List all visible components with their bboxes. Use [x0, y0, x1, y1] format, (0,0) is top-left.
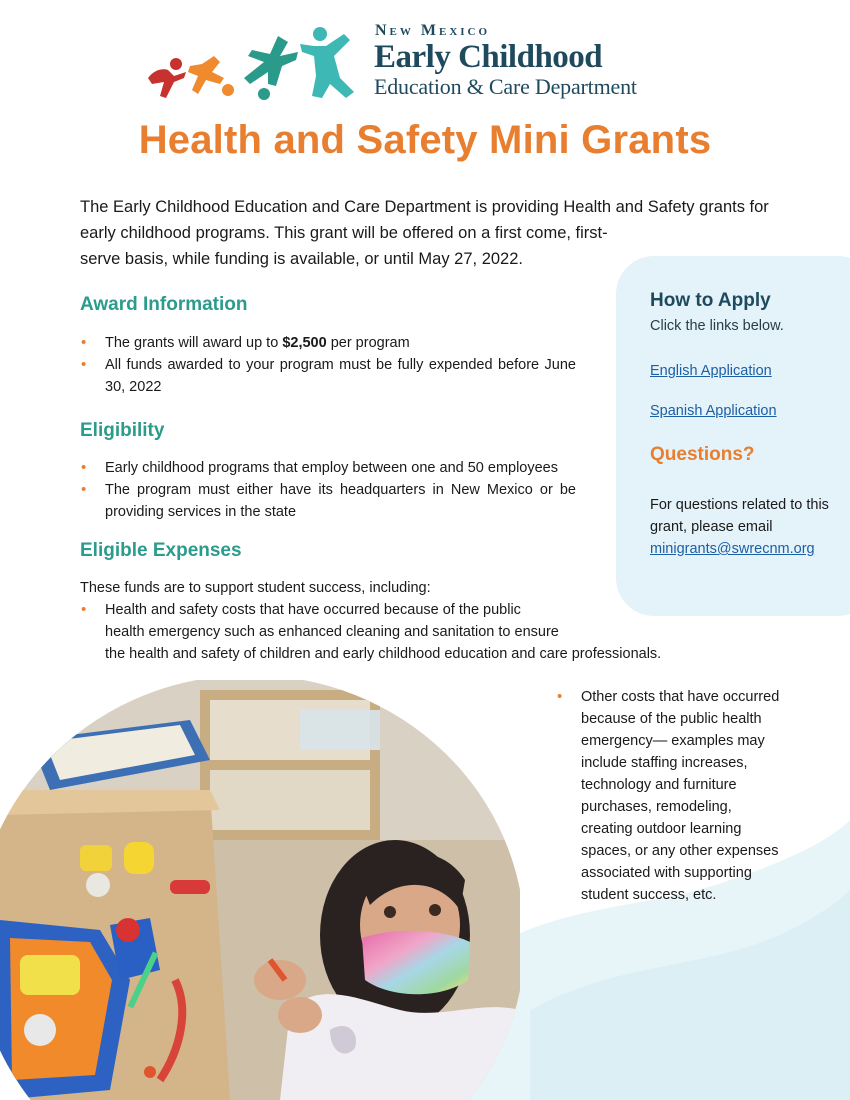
- award-information-heading: Award Information: [80, 294, 248, 315]
- list-item: • The program must either have its headquarters in New Mexico or be providing services in the state: [80, 479, 576, 523]
- eligible-expenses-heading: Eligible Expenses: [80, 540, 242, 561]
- questions-heading: Questions?: [650, 444, 755, 465]
- award-amount: $2,500: [282, 335, 327, 351]
- expenses-list: [80, 599, 720, 665]
- child-wearing-mask-photo: [0, 680, 520, 1100]
- logo-figure-teal: [244, 36, 298, 100]
- logo-early-childhood: Early Childhood: [374, 39, 603, 75]
- eligibility-heading: Eligibility: [80, 420, 165, 441]
- award-list: [80, 332, 576, 398]
- spanish-application-link[interactable]: Spanish Application: [650, 403, 777, 419]
- list-item: • The grants will award up to $2,500 per program: [80, 332, 576, 354]
- list-item: • Early childhood programs that employ between one and 50 employees: [80, 457, 576, 479]
- how-to-apply-content: [650, 290, 840, 560]
- list-item: • All funds awarded to your program must be fully expended before June 30, 2022: [80, 354, 576, 398]
- ecece-logo-figures: [140, 26, 365, 100]
- list-item: • Health and safety costs that have occurred because of the public health emergency such as enhanced cleaning and sanitation to ensure the health and safety of children and early childhood education and care professionals.: [80, 599, 720, 665]
- logo-state-name: New Mexico: [375, 22, 491, 39]
- how-to-apply-heading: How to Apply: [650, 290, 771, 311]
- logo-figure-red: [148, 58, 186, 98]
- eligibility-list: [80, 457, 576, 523]
- logo-department: Education & Care Department: [374, 74, 637, 99]
- click-links-text: Click the links below.: [650, 318, 784, 334]
- english-application-link[interactable]: English Application: [650, 363, 772, 379]
- intro-line: serve basis, while funding is available, or until May 27, 2022.: [80, 250, 523, 268]
- intro-line: early childhood programs. This grant will be offered on a first come, first-: [80, 224, 608, 242]
- logo-figure-orange: [188, 56, 234, 96]
- ecece-logo-text: [374, 22, 637, 100]
- questions-text: For questions related to this grant, please email: [650, 497, 829, 535]
- logo-figure-aqua: [300, 27, 354, 98]
- intro-line: The Early Childhood Education and Care Department is providing Health and Safety grants for: [80, 198, 769, 216]
- contact-email-link[interactable]: minigrants@swrecnm.org: [650, 541, 815, 557]
- other-costs-list: [556, 686, 786, 906]
- list-item: • Other costs that have occurred because of the public health emergency— examples may include staffing increases, technology and furniture purchases, remodeling, creating outdoor learning spaces, or any other expenses associated with supporting student success, etc.: [556, 686, 786, 906]
- page-title: Health and Safety Mini Grants: [138, 118, 712, 162]
- expenses-lead-text: These funds are to support student success, including:: [80, 580, 431, 596]
